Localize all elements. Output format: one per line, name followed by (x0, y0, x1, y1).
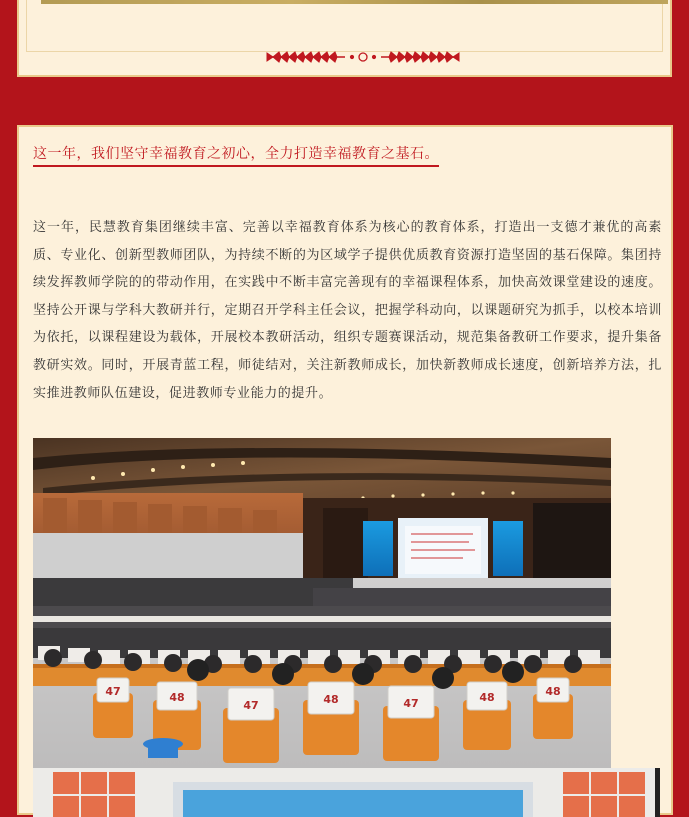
second-photo (33, 768, 660, 817)
seat-number-label: 48 (169, 691, 185, 704)
auditorium-photo (33, 438, 611, 768)
auditorium-illustration (33, 438, 611, 768)
seat-number-label: 48 (545, 685, 561, 698)
previous-photo-bottom-edge (41, 0, 668, 4)
divider-ornament (253, 47, 473, 67)
section-paragraph: 这一年，民慧教育集团继续丰富、完善以幸福教育体系为核心的教育体系，打造出一支德才兼优的高素质、专业化、创新型教师团队，为持续不断的为区域学子提供优质教育资源打造坚固的基石保障。集团持续发挥教师学院的的带动作用，在实践中不断丰富完善现有的幸福课程体系，加快高效课堂建设的速度。坚持公开课与学科大教研并行，定期召开学科主任会议，把握学科动向，以课题研究为抓手，以校本培训为依托，以课程建设为载体，开展校本教研活动，组织专题赛课活动，规范集备教研工作要求，提升集备教研实效。同时，开展青蓝工程，师徒结对，关注新教师成长，加快新教师成长速度，创新培养方法，扎实推进教师队伍建设，促进教师专业能力的提升。 (33, 220, 662, 401)
seat-number-label: 48 (323, 693, 339, 706)
second-photo-illustration (33, 768, 660, 817)
left-laurel-icon (267, 52, 337, 62)
content-card (17, 125, 673, 815)
section-headline: 这一年，我们坚守幸福教育之初心，全力打造幸福教育之基石。 (33, 144, 439, 167)
seat-number-label: 47 (243, 699, 259, 712)
previous-section-card (17, 0, 672, 77)
seat-number-label: 47 (105, 685, 121, 698)
previous-section-frame (26, 0, 663, 52)
seat-number-label: 48 (479, 691, 495, 704)
right-laurel-icon (389, 52, 459, 62)
seat-number-label: 47 (403, 697, 419, 710)
